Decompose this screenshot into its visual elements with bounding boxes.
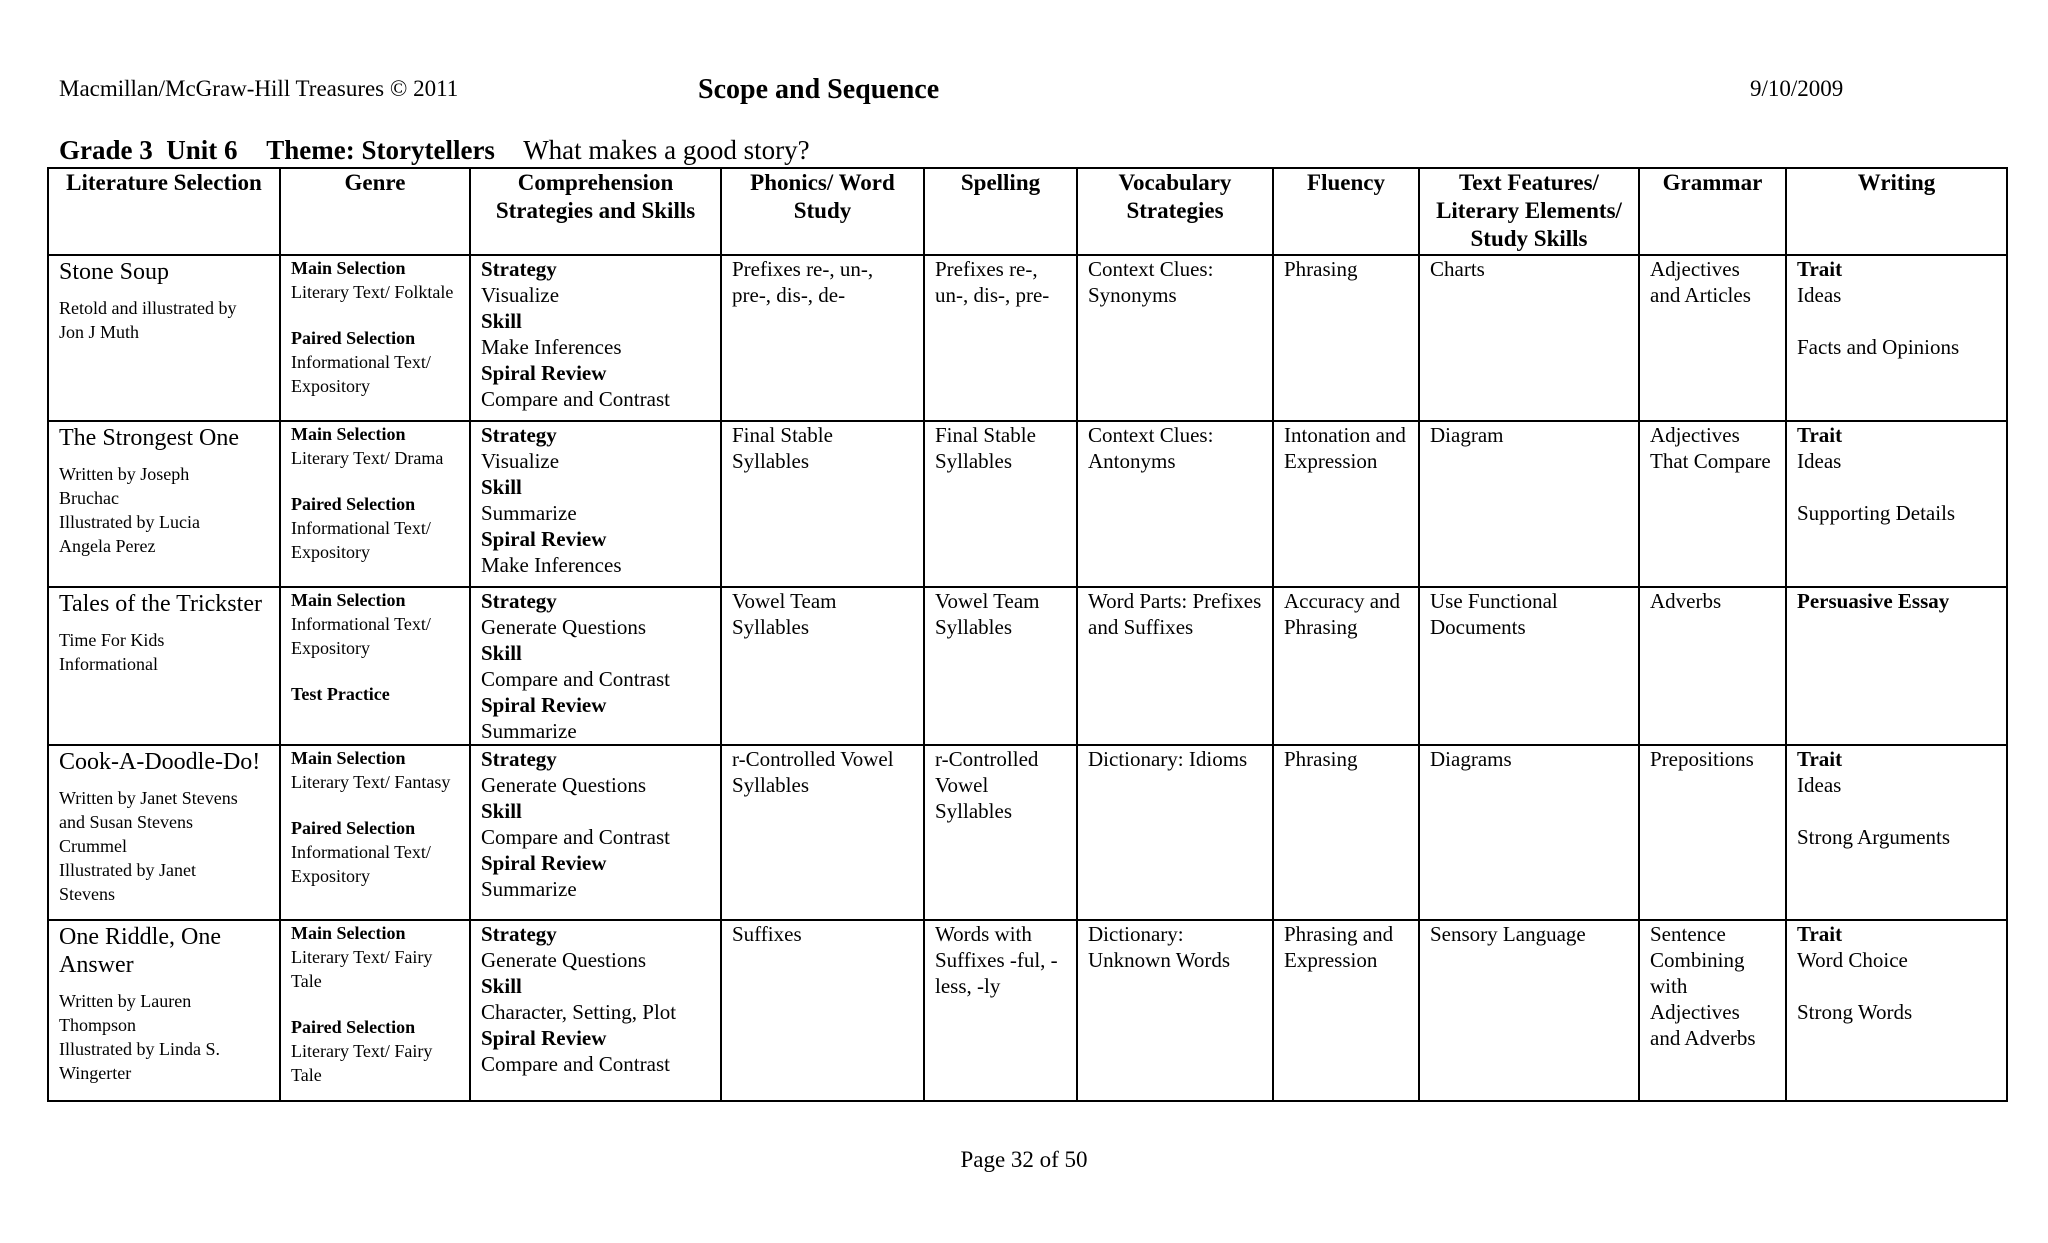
genre-text: Informational Text/ Expository (291, 842, 431, 886)
col-writing: Writing (1786, 168, 2007, 255)
fluency-cell: Intonation and Expression (1273, 421, 1419, 587)
strategy-text: Generate Questions (481, 948, 647, 972)
credit-line: Illustrated by Linda S. (59, 1039, 220, 1059)
skill-text: Make Inferences (481, 335, 622, 359)
skill-text: Compare and Contrast (481, 667, 670, 691)
vocabulary-cell: Context Clues: Synonyms (1077, 255, 1273, 421)
document-date: 9/10/2009 (1750, 76, 1844, 101)
col-spelling: Spelling (924, 168, 1077, 255)
text-features-cell: Charts (1419, 255, 1639, 421)
genre-label: Main Selection (291, 590, 406, 610)
credit-line: Bruchac (59, 488, 119, 508)
writing-trait: Trait (1797, 747, 1843, 771)
selection-title: One Riddle, One Answer (59, 924, 221, 978)
header-row (48, 168, 2007, 255)
genre-label: Main Selection (291, 923, 406, 943)
genre-label: Main Selection (291, 424, 406, 444)
grade-label: Grade 3 (59, 135, 153, 165)
page-number: Page 32 of 50 (960, 1147, 1088, 1172)
genre-text: Informational Text/ Expository (291, 518, 431, 562)
genre-cell (280, 421, 470, 587)
credit-line: Illustrated by Lucia (59, 512, 200, 532)
credit-line: and Susan Stevens (59, 812, 193, 832)
strategy-text: Generate Questions (481, 615, 647, 639)
col-literature: Literature Selection (48, 168, 280, 255)
credit-line: Crummel (59, 836, 127, 856)
writing-line: Facts and Opinions (1797, 335, 1960, 359)
strategy-text: Visualize (481, 283, 560, 307)
spiral-text: Make Inferences (481, 553, 622, 577)
col-comprehension: Comprehension Strategies and Skills (470, 168, 721, 255)
genre-label: Main Selection (291, 748, 406, 768)
selection-credits (59, 989, 269, 1085)
spiral-label: Spiral Review (481, 361, 607, 385)
spelling-cell: Prefixes re-, un-, dis-, pre- (924, 255, 1077, 421)
fluency-cell: Phrasing (1273, 255, 1419, 421)
phonics-cell: Final Stable Syllables (721, 421, 924, 587)
spiral-label: Spiral Review (481, 693, 607, 717)
writing-line: Word Choice (1797, 948, 1908, 972)
selection-credits (59, 296, 269, 344)
credit-line: Wingerter (59, 1063, 132, 1083)
skill-label: Skill (481, 475, 522, 499)
selection-title: Stone Soup (59, 259, 170, 285)
grammar-cell: Adjectives That Compare (1639, 421, 1786, 587)
credit-line: Time For Kids (59, 630, 165, 650)
phonics-cell: Vowel Team Syllables (721, 587, 924, 745)
writing-trait: Trait (1797, 922, 1843, 946)
credit-line: Thompson (59, 1015, 137, 1035)
comprehension-cell (470, 920, 721, 1101)
phonics-cell: Prefixes re-, un-, pre-, dis-, de- (721, 255, 924, 421)
spiral-label: Spiral Review (481, 527, 607, 551)
spiral-text: Summarize (481, 719, 577, 743)
table-row (48, 421, 2007, 587)
big-question: What makes a good story? (523, 135, 810, 165)
spiral-text: Compare and Contrast (481, 1052, 670, 1076)
writing-trait: Persuasive Essay (1797, 589, 1950, 613)
genre-label: Paired Selection (291, 818, 416, 838)
col-genre: Genre (280, 168, 470, 255)
credit-line: Informational (59, 654, 158, 674)
unit-label: Unit 6 (166, 135, 238, 165)
document-title: Scope and Sequence (698, 74, 940, 105)
genre-cell (280, 587, 470, 745)
col-phonics: Phonics/ Word Study (721, 168, 924, 255)
writing-line: Ideas (1797, 449, 1842, 473)
genre-text: Literary Text/ Fairy Tale (291, 1041, 433, 1085)
spiral-label: Spiral Review (481, 851, 607, 875)
vocabulary-cell: Dictionary: Unknown Words (1077, 920, 1273, 1101)
text-features-cell: Diagram (1419, 421, 1639, 587)
text-features-cell: Sensory Language (1419, 920, 1639, 1101)
vocabulary-cell: Word Parts: Prefixes and Suffixes (1077, 587, 1273, 745)
selection-credits (59, 628, 269, 676)
literature-cell (48, 255, 280, 421)
strategy-label: Strategy (481, 922, 557, 946)
skill-label: Skill (481, 799, 522, 823)
spiral-text: Summarize (481, 877, 577, 901)
col-text-features: Text Features/ Literary Elements/ Study Skills (1419, 168, 1639, 255)
spelling-cell: Final Stable Syllables (924, 421, 1077, 587)
spiral-text: Compare and Contrast (481, 387, 670, 411)
genre-label: Paired Selection (291, 494, 416, 514)
writing-line: Strong Arguments (1797, 825, 1951, 849)
credit-line: Jon J Muth (59, 322, 140, 342)
comprehension-cell (470, 255, 721, 421)
genre-label: Paired Selection (291, 328, 416, 348)
strategy-label: Strategy (481, 423, 557, 447)
comprehension-cell (470, 745, 721, 920)
strategy-text: Visualize (481, 449, 560, 473)
skill-label: Skill (481, 641, 522, 665)
literature-cell (48, 587, 280, 745)
table-row (48, 587, 2007, 745)
text-features-cell: Diagrams (1419, 745, 1639, 920)
fluency-cell: Accuracy and Phrasing (1273, 587, 1419, 745)
writing-line: Ideas (1797, 773, 1842, 797)
grammar-cell: Prepositions (1639, 745, 1786, 920)
selection-title: The Strongest One (59, 425, 239, 451)
spelling-cell: Vowel Team Syllables (924, 587, 1077, 745)
theme-label: Theme: Storytellers (266, 135, 495, 165)
selection-credits (59, 462, 269, 558)
phonics-cell: r-Controlled Vowel Syllables (721, 745, 924, 920)
comprehension-cell (470, 587, 721, 745)
genre-text: Literary Text/ Fairy Tale (291, 947, 433, 991)
selection-title: Cook-A-Doodle-Do! (59, 749, 261, 775)
table-row (48, 920, 2007, 1101)
writing-cell (1786, 255, 2007, 421)
credit-line: Retold and illustrated by (59, 298, 237, 318)
skill-label: Skill (481, 974, 522, 998)
genre-text: Informational Text/ Expository (291, 352, 431, 396)
writing-trait: Trait (1797, 257, 1843, 281)
comprehension-cell (470, 421, 721, 587)
credit-line: Written by Joseph (59, 464, 190, 484)
table-row (48, 745, 2007, 920)
genre-text: Literary Text/ Folktale (291, 282, 454, 302)
phonics-cell: Suffixes (721, 920, 924, 1101)
spelling-cell: Words with Suffixes -ful, -less, -ly (924, 920, 1077, 1101)
skill-text: Character, Setting, Plot (481, 1000, 677, 1024)
genre-cell (280, 920, 470, 1101)
strategy-label: Strategy (481, 257, 557, 281)
spiral-label: Spiral Review (481, 1026, 607, 1050)
literature-cell (48, 920, 280, 1101)
strategy-label: Strategy (481, 589, 557, 613)
genre-text: Informational Text/ Expository (291, 614, 431, 658)
scope-sequence-table (47, 167, 2008, 1102)
writing-line: Ideas (1797, 283, 1842, 307)
genre-label: Test Practice (291, 684, 390, 704)
genre-text: Literary Text/ Drama (291, 448, 444, 468)
genre-text: Literary Text/ Fantasy (291, 772, 451, 792)
literature-cell (48, 745, 280, 920)
vocabulary-cell: Context Clues: Antonyms (1077, 421, 1273, 587)
vocabulary-cell: Dictionary: Idioms (1077, 745, 1273, 920)
genre-cell (280, 255, 470, 421)
grammar-cell: Adverbs (1639, 587, 1786, 745)
fluency-cell: Phrasing (1273, 745, 1419, 920)
writing-line: Strong Words (1797, 1000, 1913, 1024)
selection-credits (59, 786, 269, 906)
selection-title: Tales of the Trickster (59, 591, 262, 617)
credit-line: Stevens (59, 884, 115, 904)
skill-label: Skill (481, 309, 522, 333)
strategy-label: Strategy (481, 747, 557, 771)
credit-line: Written by Janet Stevens (59, 788, 238, 808)
writing-cell (1786, 745, 2007, 920)
writing-cell (1786, 421, 2007, 587)
writing-trait: Trait (1797, 423, 1843, 447)
spelling-cell: r-Controlled Vowel Syllables (924, 745, 1077, 920)
fluency-cell: Phrasing and Expression (1273, 920, 1419, 1101)
genre-label: Main Selection (291, 258, 406, 278)
credit-line: Angela Perez (59, 536, 156, 556)
skill-text: Compare and Contrast (481, 825, 670, 849)
writing-line: Supporting Details (1797, 501, 1956, 525)
text-features-cell: Use Functional Documents (1419, 587, 1639, 745)
grammar-cell: Adjectives and Articles (1639, 255, 1786, 421)
literature-cell (48, 421, 280, 587)
col-fluency: Fluency (1273, 168, 1419, 255)
col-vocabulary: Vocabulary Strategies (1077, 168, 1273, 255)
strategy-text: Generate Questions (481, 773, 647, 797)
col-grammar: Grammar (1639, 168, 1786, 255)
writing-cell (1786, 587, 2007, 745)
credit-line: Illustrated by Janet (59, 860, 196, 880)
grammar-cell: Sentence Combining with Adjectives and Adverbs (1639, 920, 1786, 1101)
publisher-line: Macmillan/McGraw-Hill Treasures © 2011 (59, 76, 459, 101)
genre-cell (280, 745, 470, 920)
skill-text: Summarize (481, 501, 577, 525)
table-row (48, 255, 2007, 421)
writing-cell (1786, 920, 2007, 1101)
credit-line: Written by Lauren (59, 991, 192, 1011)
genre-label: Paired Selection (291, 1017, 416, 1037)
unit-heading (59, 135, 810, 166)
